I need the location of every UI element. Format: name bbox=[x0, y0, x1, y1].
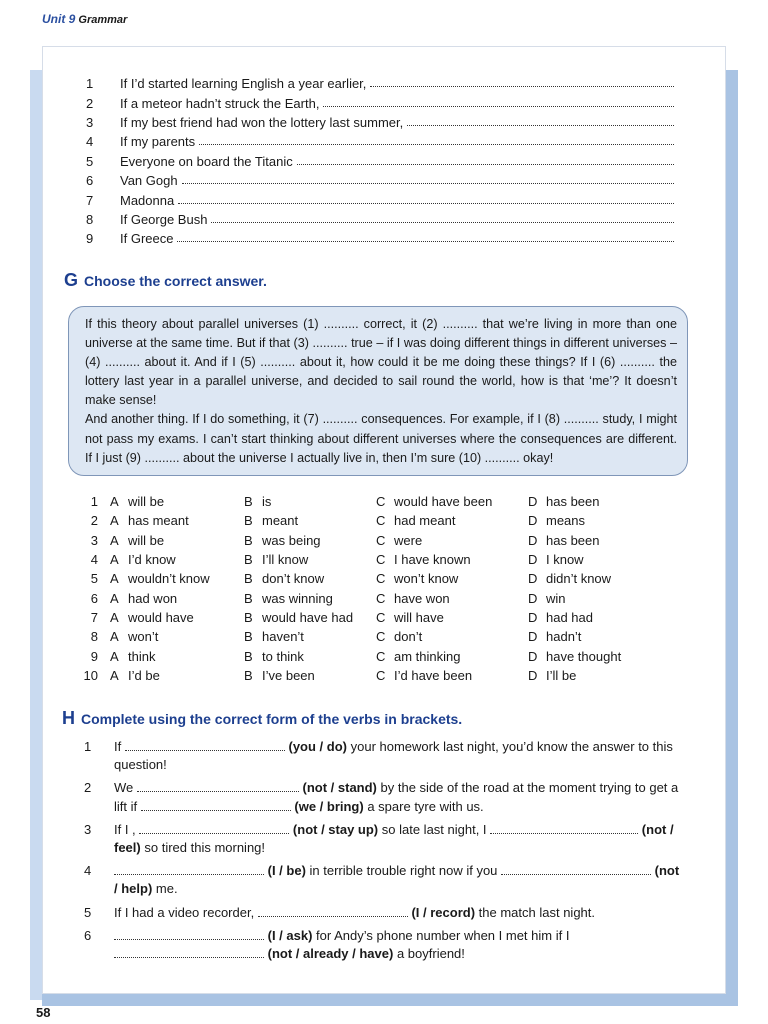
item-number: 3 bbox=[86, 114, 94, 130]
option-letter: B bbox=[244, 629, 253, 645]
option-d[interactable] bbox=[528, 610, 668, 625]
item-text: If I had a video recorder, bbox=[114, 904, 255, 920]
option-b[interactable] bbox=[244, 494, 376, 509]
passage-paragraph-2: And another thing. If I do something, it (7) .......... consequences. For example, if I (8) .......... study, I might not pass my exams. I can’t start thinking about different universes where the consequences are different. If I just (9) .......... about the universe I actually live in, then I’m sure (10) .......... okay! bbox=[85, 412, 677, 465]
option-letter: B bbox=[244, 609, 253, 625]
item-number: 2 bbox=[86, 95, 94, 111]
item-text: If my parents bbox=[120, 134, 196, 150]
list-item bbox=[84, 229, 674, 248]
option-text: think bbox=[128, 648, 156, 664]
option-text: won’t know bbox=[394, 571, 459, 587]
option-a[interactable] bbox=[110, 668, 244, 683]
option-letter: D bbox=[528, 629, 538, 645]
option-letter: A bbox=[110, 609, 119, 625]
option-letter: A bbox=[110, 648, 119, 664]
option-text: means bbox=[546, 513, 586, 529]
section-g-heading bbox=[64, 270, 267, 291]
answer-line[interactable] bbox=[370, 76, 674, 87]
table-row bbox=[70, 608, 670, 627]
option-text: has meant bbox=[128, 513, 189, 529]
option-text: was winning bbox=[262, 590, 333, 606]
item-text: Van Gogh bbox=[120, 173, 178, 189]
table-row bbox=[70, 511, 670, 530]
option-text: win bbox=[546, 590, 566, 606]
option-b[interactable] bbox=[244, 610, 376, 625]
item-text: Everyone on board the Titanic bbox=[120, 153, 293, 169]
option-d[interactable] bbox=[528, 494, 668, 509]
option-a[interactable] bbox=[110, 629, 244, 644]
option-letter: B bbox=[244, 552, 253, 568]
option-text: I’d be bbox=[128, 667, 160, 683]
option-b[interactable] bbox=[244, 571, 376, 586]
option-a[interactable] bbox=[110, 591, 244, 606]
table-row bbox=[70, 531, 670, 550]
item-number: 1 bbox=[84, 739, 92, 754]
option-c[interactable] bbox=[376, 513, 528, 528]
answer-line[interactable] bbox=[177, 231, 674, 242]
option-c[interactable] bbox=[376, 591, 528, 606]
option-text: has been bbox=[546, 494, 600, 510]
table-row bbox=[70, 666, 670, 685]
option-b[interactable] bbox=[244, 591, 376, 606]
option-text: hadn’t bbox=[546, 629, 582, 645]
item-number: 3 bbox=[84, 821, 92, 837]
option-text: don’t bbox=[394, 629, 423, 645]
list-item bbox=[82, 821, 682, 857]
option-letter: B bbox=[244, 590, 253, 606]
option-text: have won bbox=[394, 590, 450, 606]
option-letter: D bbox=[528, 667, 538, 683]
option-text: I have known bbox=[394, 552, 471, 568]
option-letter: C bbox=[376, 590, 386, 606]
answer-line[interactable] bbox=[178, 193, 674, 204]
option-text: I know bbox=[546, 552, 584, 568]
option-letter: C bbox=[376, 667, 386, 683]
item-text: If my best friend had won the lottery last summer, bbox=[120, 114, 404, 130]
item-text: your homework last night, you’d know the answer to this question! bbox=[114, 739, 673, 773]
section-h-title: Complete using the correct form of the verbs in brackets. bbox=[81, 711, 463, 727]
question-number: 9 bbox=[90, 648, 98, 664]
question-number: 10 bbox=[83, 667, 98, 683]
list-item bbox=[84, 132, 674, 151]
item-text: so late last night, I bbox=[381, 821, 487, 837]
answer-line[interactable] bbox=[323, 96, 674, 107]
question-number: 1 bbox=[90, 494, 98, 510]
option-d[interactable] bbox=[528, 552, 668, 567]
answer-blank[interactable] bbox=[258, 905, 408, 917]
option-letter: B bbox=[244, 532, 253, 548]
option-letter: A bbox=[110, 532, 119, 548]
answer-blank[interactable] bbox=[114, 928, 264, 940]
list-item bbox=[82, 738, 682, 774]
item-text: for Andy’s phone number when I met him if I bbox=[316, 927, 570, 943]
option-letter: D bbox=[528, 494, 538, 510]
option-text: I’ll know bbox=[262, 552, 309, 568]
item-text: If George Bush bbox=[120, 211, 208, 227]
option-c[interactable] bbox=[376, 649, 528, 664]
option-a[interactable] bbox=[110, 649, 244, 664]
verb-prompt: (not / help) bbox=[114, 863, 680, 897]
list-item bbox=[84, 74, 674, 93]
option-text: don’t know bbox=[262, 571, 325, 587]
list-item bbox=[84, 171, 674, 190]
table-row bbox=[70, 569, 670, 588]
option-letter: D bbox=[528, 513, 538, 529]
passage-paragraph-1: If this theory about parallel universes (1) .......... correct, it (2) .......... that we’re living in more than one universe at the same time. But if that (3) .......... true – if I was doing different things in different universes – (4) .......... about it. And if I (5) .......... about it, how could it be me doing these things? If I (6) .......... the lottery last year in a parallel universe, and decided to sail round the world, how is that ‘me’? It doesn’t make sense! bbox=[85, 317, 677, 408]
page-header bbox=[42, 12, 127, 26]
option-text: had won bbox=[128, 590, 178, 606]
option-letter: C bbox=[376, 513, 386, 529]
item-number: 9 bbox=[86, 231, 94, 247]
option-text: were bbox=[394, 532, 423, 548]
answer-line[interactable] bbox=[407, 115, 674, 126]
list-item bbox=[84, 152, 674, 171]
list-item bbox=[84, 190, 674, 209]
option-text: will be bbox=[128, 532, 165, 548]
option-text: wouldn’t know bbox=[128, 571, 210, 587]
section-h-letter: H bbox=[62, 708, 75, 728]
verb-prompt: (we / bring) bbox=[294, 798, 364, 814]
option-letter: B bbox=[244, 494, 253, 510]
item-number: 8 bbox=[86, 211, 94, 227]
table-row bbox=[70, 492, 670, 511]
option-d[interactable] bbox=[528, 649, 668, 664]
unit-label: Unit 9 bbox=[42, 12, 76, 26]
item-text: so tired this morning! bbox=[144, 840, 266, 856]
option-d[interactable] bbox=[528, 668, 668, 683]
option-d[interactable] bbox=[528, 533, 668, 548]
item-number: 7 bbox=[86, 192, 94, 208]
verb-prompt: (not / already / have) bbox=[267, 946, 394, 962]
section-label: Grammar bbox=[78, 14, 128, 26]
option-letter: C bbox=[376, 571, 386, 587]
table-row bbox=[70, 550, 670, 569]
question-number: 3 bbox=[90, 532, 98, 548]
option-b[interactable] bbox=[244, 513, 376, 528]
item-text: Madonna bbox=[120, 192, 175, 208]
option-text: I’d know bbox=[128, 552, 176, 568]
option-text: had had bbox=[546, 609, 593, 625]
option-text: had meant bbox=[394, 513, 456, 529]
option-text: have thought bbox=[546, 648, 622, 664]
option-b[interactable] bbox=[244, 552, 376, 567]
answer-line[interactable] bbox=[297, 154, 674, 165]
option-letter: D bbox=[528, 552, 538, 568]
option-letter: D bbox=[528, 532, 538, 548]
option-d[interactable] bbox=[528, 571, 668, 586]
option-d[interactable] bbox=[528, 591, 668, 606]
page-number: 58 bbox=[36, 1005, 51, 1020]
item-text: If a meteor hadn’t struck the Earth, bbox=[120, 95, 320, 111]
option-letter: B bbox=[244, 648, 253, 664]
verb-prompt: (you / do) bbox=[288, 739, 347, 754]
option-c[interactable] bbox=[376, 610, 528, 625]
question-number: 6 bbox=[90, 590, 98, 606]
option-text: meant bbox=[262, 513, 299, 529]
question-number: 4 bbox=[90, 552, 98, 568]
answer-choices bbox=[70, 492, 670, 685]
option-text: has been bbox=[546, 532, 600, 548]
option-text: am thinking bbox=[394, 648, 461, 664]
option-letter: A bbox=[110, 667, 119, 683]
list-item bbox=[82, 779, 682, 815]
section-g-letter: G bbox=[64, 270, 79, 290]
option-letter: C bbox=[376, 552, 386, 568]
item-number: 2 bbox=[84, 780, 92, 796]
option-letter: D bbox=[528, 648, 538, 664]
page-edge-bottom bbox=[42, 992, 738, 1006]
option-d[interactable] bbox=[528, 513, 668, 528]
verb-prompt: (I / record) bbox=[411, 904, 476, 920]
question-number: 5 bbox=[90, 571, 98, 587]
item-text: If Greece bbox=[120, 231, 174, 247]
option-text: to think bbox=[262, 648, 304, 664]
option-c[interactable] bbox=[376, 494, 528, 509]
page-edge-right bbox=[724, 70, 738, 1005]
option-text: would have been bbox=[394, 494, 493, 510]
option-text: will have bbox=[394, 609, 444, 625]
item-text: If I’d started learning English a year earlier, bbox=[120, 76, 367, 92]
option-b[interactable] bbox=[244, 533, 376, 548]
option-letter: D bbox=[528, 571, 538, 587]
answer-line[interactable] bbox=[211, 212, 674, 223]
option-text: I’d have been bbox=[394, 667, 473, 683]
section-h-heading bbox=[62, 708, 462, 729]
answer-blank[interactable] bbox=[114, 946, 264, 958]
page-edge-left bbox=[30, 70, 42, 1000]
verb-prompt: (not / stay up) bbox=[292, 821, 379, 837]
table-row bbox=[70, 646, 670, 665]
option-c[interactable] bbox=[376, 629, 528, 644]
option-letter: B bbox=[244, 571, 253, 587]
option-letter: C bbox=[376, 494, 386, 510]
verb-completion-list bbox=[82, 738, 682, 968]
table-row bbox=[70, 627, 670, 646]
option-text: didn’t know bbox=[546, 571, 612, 587]
list-item bbox=[82, 862, 682, 898]
item-number: 5 bbox=[84, 904, 92, 920]
option-letter: D bbox=[528, 609, 538, 625]
option-letter: A bbox=[110, 590, 119, 606]
option-letter: A bbox=[110, 513, 119, 529]
option-text: would have had bbox=[262, 609, 354, 625]
section-g-title: Choose the correct answer. bbox=[84, 273, 267, 289]
option-letter: A bbox=[110, 494, 119, 510]
option-letter: A bbox=[110, 571, 119, 587]
list-item bbox=[82, 904, 682, 922]
answer-line[interactable] bbox=[199, 134, 674, 145]
list-item bbox=[84, 93, 674, 112]
question-number: 2 bbox=[90, 513, 98, 529]
option-c[interactable] bbox=[376, 668, 528, 683]
option-text: is bbox=[262, 494, 272, 510]
list-item bbox=[84, 113, 674, 132]
list-item bbox=[82, 927, 682, 963]
option-d[interactable] bbox=[528, 629, 668, 644]
item-text: If bbox=[114, 739, 122, 754]
option-a[interactable] bbox=[110, 513, 244, 528]
item-number: 1 bbox=[86, 76, 94, 92]
option-letter: A bbox=[110, 552, 119, 568]
question-number: 7 bbox=[90, 609, 98, 625]
option-letter: B bbox=[244, 513, 253, 529]
item-text: a boyfriend! bbox=[396, 946, 465, 962]
option-a[interactable] bbox=[110, 533, 244, 548]
question-number: 8 bbox=[90, 629, 98, 645]
option-b[interactable] bbox=[244, 629, 376, 644]
list-item bbox=[84, 210, 674, 229]
option-letter: D bbox=[528, 590, 538, 606]
option-letter: C bbox=[376, 532, 386, 548]
verb-prompt: (I / be) bbox=[267, 863, 306, 879]
item-text: the match last night. bbox=[478, 904, 595, 920]
verb-prompt: (not / feel) bbox=[114, 821, 674, 856]
option-text: would have bbox=[128, 609, 194, 625]
option-letter: A bbox=[110, 629, 119, 645]
answer-blank[interactable] bbox=[139, 822, 289, 834]
item-number: 5 bbox=[86, 153, 94, 169]
table-row bbox=[70, 588, 670, 607]
conditional-sentences-list bbox=[84, 74, 674, 249]
answer-blank[interactable] bbox=[141, 799, 291, 811]
item-text: in terrible trouble right now if you bbox=[309, 863, 498, 879]
answer-blank[interactable] bbox=[490, 822, 638, 834]
option-letter: C bbox=[376, 609, 386, 625]
answer-blank[interactable] bbox=[501, 863, 651, 875]
option-text: won’t bbox=[128, 629, 159, 645]
verb-prompt: (not / stand) bbox=[302, 780, 377, 796]
option-letter: C bbox=[376, 648, 386, 664]
item-text: by the side of the road at the moment trying to get a lift if bbox=[114, 780, 679, 814]
option-a[interactable] bbox=[110, 610, 244, 625]
option-text: will be bbox=[128, 494, 165, 510]
verb-prompt: (I / ask) bbox=[267, 927, 313, 943]
option-c[interactable] bbox=[376, 571, 528, 586]
option-b[interactable] bbox=[244, 668, 376, 683]
answer-blank[interactable] bbox=[114, 863, 264, 875]
answer-blank[interactable] bbox=[137, 780, 299, 792]
option-c[interactable] bbox=[376, 552, 528, 567]
item-number: 4 bbox=[86, 134, 94, 150]
option-text: haven’t bbox=[262, 629, 304, 645]
item-number: 4 bbox=[84, 863, 92, 879]
option-a[interactable] bbox=[110, 571, 244, 586]
item-text: If I , bbox=[114, 821, 136, 837]
option-a[interactable] bbox=[110, 552, 244, 567]
answer-line[interactable] bbox=[182, 173, 674, 184]
option-text: was being bbox=[262, 532, 321, 548]
answer-blank[interactable] bbox=[125, 739, 285, 751]
item-text: We bbox=[114, 780, 134, 796]
passage-box bbox=[68, 306, 688, 476]
option-letter: C bbox=[376, 629, 386, 645]
item-text: me. bbox=[155, 881, 178, 897]
item-text: a spare tyre with us. bbox=[367, 798, 484, 814]
option-c[interactable] bbox=[376, 533, 528, 548]
option-text: I’ll be bbox=[546, 667, 577, 683]
option-a[interactable] bbox=[110, 494, 244, 509]
item-number: 6 bbox=[84, 927, 92, 943]
option-b[interactable] bbox=[244, 649, 376, 664]
option-text: I’ve been bbox=[262, 667, 315, 683]
item-number: 6 bbox=[86, 173, 94, 189]
option-letter: B bbox=[244, 667, 253, 683]
